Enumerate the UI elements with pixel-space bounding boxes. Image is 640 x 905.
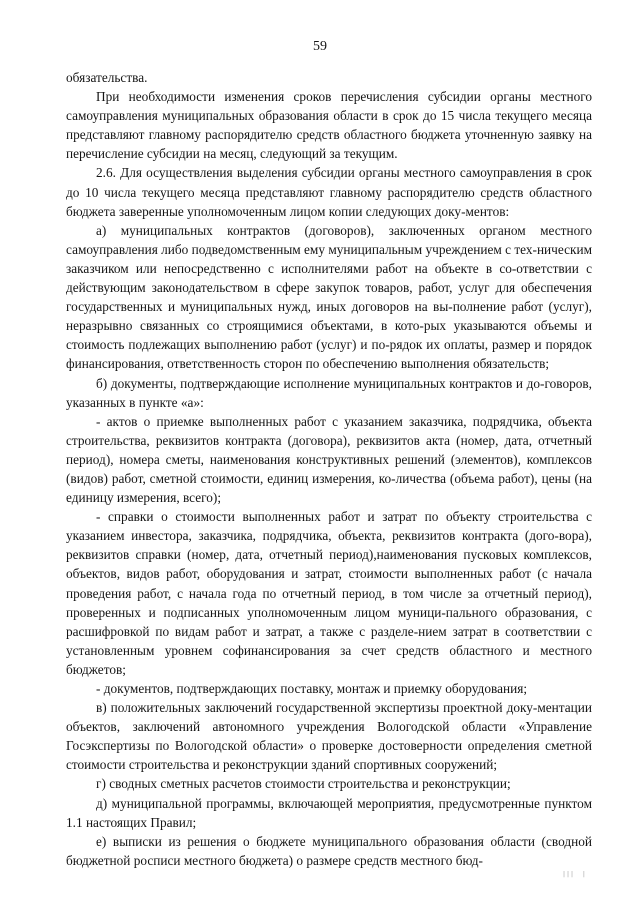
paragraph: 2.6. Для осуществления выделения субсидии органы местного самоуправления в срок до 10 числа текущего месяца представляют главному распорядителю средств областного бюджета заверенные уполномоченным лицом копии следующих доку-ментов:	[66, 165, 592, 219]
document-body	[66, 68, 592, 870]
paragraph: - справки о стоимости выполненных работ и затрат по объекту строительства с указанием инвестора, заказчика, подрядчика, объекта, реквизитов контракта (дого-вора), реквизитов справки (номер, дата, отчетный период),наименования пусковых комплексов, объектов, видов работ, оборудования и затрат, стоимости выполненных работ (с начала проведения работ, с начала года по отчетный период, в том числе за отчетный период), проверенных и подписанных уполномоченным лицом муници-пального образования, с расшифровкой по видам работ и затрат, а также с разделе-нием затрат в соответствии с установленным уровнем софинансирования за счет средств областного и местного бюджетов;	[66, 509, 592, 677]
paragraph: б) документы, подтверждающие исполнение муниципальных контрактов и до-говоров, указанных в пункте «а»:	[66, 375, 592, 410]
paragraph: - документов, подтверждающих поставку, монтаж и приемку оборудования;	[96, 681, 528, 696]
paragraph: При необходимости изменения сроков перечисления субсидии органы местного самоуправления муниципальных образования области в срок до 15 числа текущего месяца представляют главному распорядителю средств областного бюджета уточненную заявку на перечисление субсидии на месяц, следующий за текущим.	[66, 89, 592, 162]
paragraph: е) выписки из решения о бюджете муниципального образования области (сводной бюджетной росписи местного бюджета) о размере средств местного бюд-	[66, 833, 592, 868]
paragraph: г) сводных сметных расчетов стоимости строительства и реконструкции;	[96, 776, 511, 792]
paragraph: а) муниципальных контрактов (договоров), заключенных органом местного самоуправления либо подведомственным ему муниципальным учреждением с тех-ническим заказчиком или непосредственно с исполнителями работ на объекте в со-ответствии с действующим законодательством в сфере закупок товаров, работ, услуг для обеспечения государственных и муниципальных нужд, иных договоров на вы-полнение работ (услуг), неразрывно связанных со строящимися объектами, в кото-рых указываются объемы и стоимость подлежащих выполнению работ (услуг) и по-рядок их оплаты, размер и порядок финансирования, ответственность сторон по обеспечению выполнения обязательств;	[66, 222, 592, 372]
page-number: 59	[313, 39, 327, 54]
paragraph: в) положительных заключений государственной экспертизы проектной доку-ментации объектов, заключений автономного учреждения Вологодской области «Управление Госэкспертизы по Вологодской области» о проверке достоверности определения сметной стоимости строительства и реконструкции зданий спортивных сооружений;	[66, 700, 592, 773]
paragraph: д) муниципальной программы, включающей мероприятия, предусмотренные пунктом 1.1 настоящих Правил;	[66, 795, 592, 830]
paragraph: обязательства.	[66, 70, 148, 85]
scan-mark: ||| |	[563, 871, 587, 878]
paragraph: - актов о приемке выполненных работ с указанием заказчика, подрядчика, объекта строительства, реквизитов контракта (договора), реквизитов акта (номер, дата, отчетный период), номера сметы, наименования конструктивных решений (элементов), комплексов (видов) работ, сметной стоимости, единиц измерения, ко-личества (объема работ), цены (на единицу измерения, всего);	[66, 413, 592, 506]
